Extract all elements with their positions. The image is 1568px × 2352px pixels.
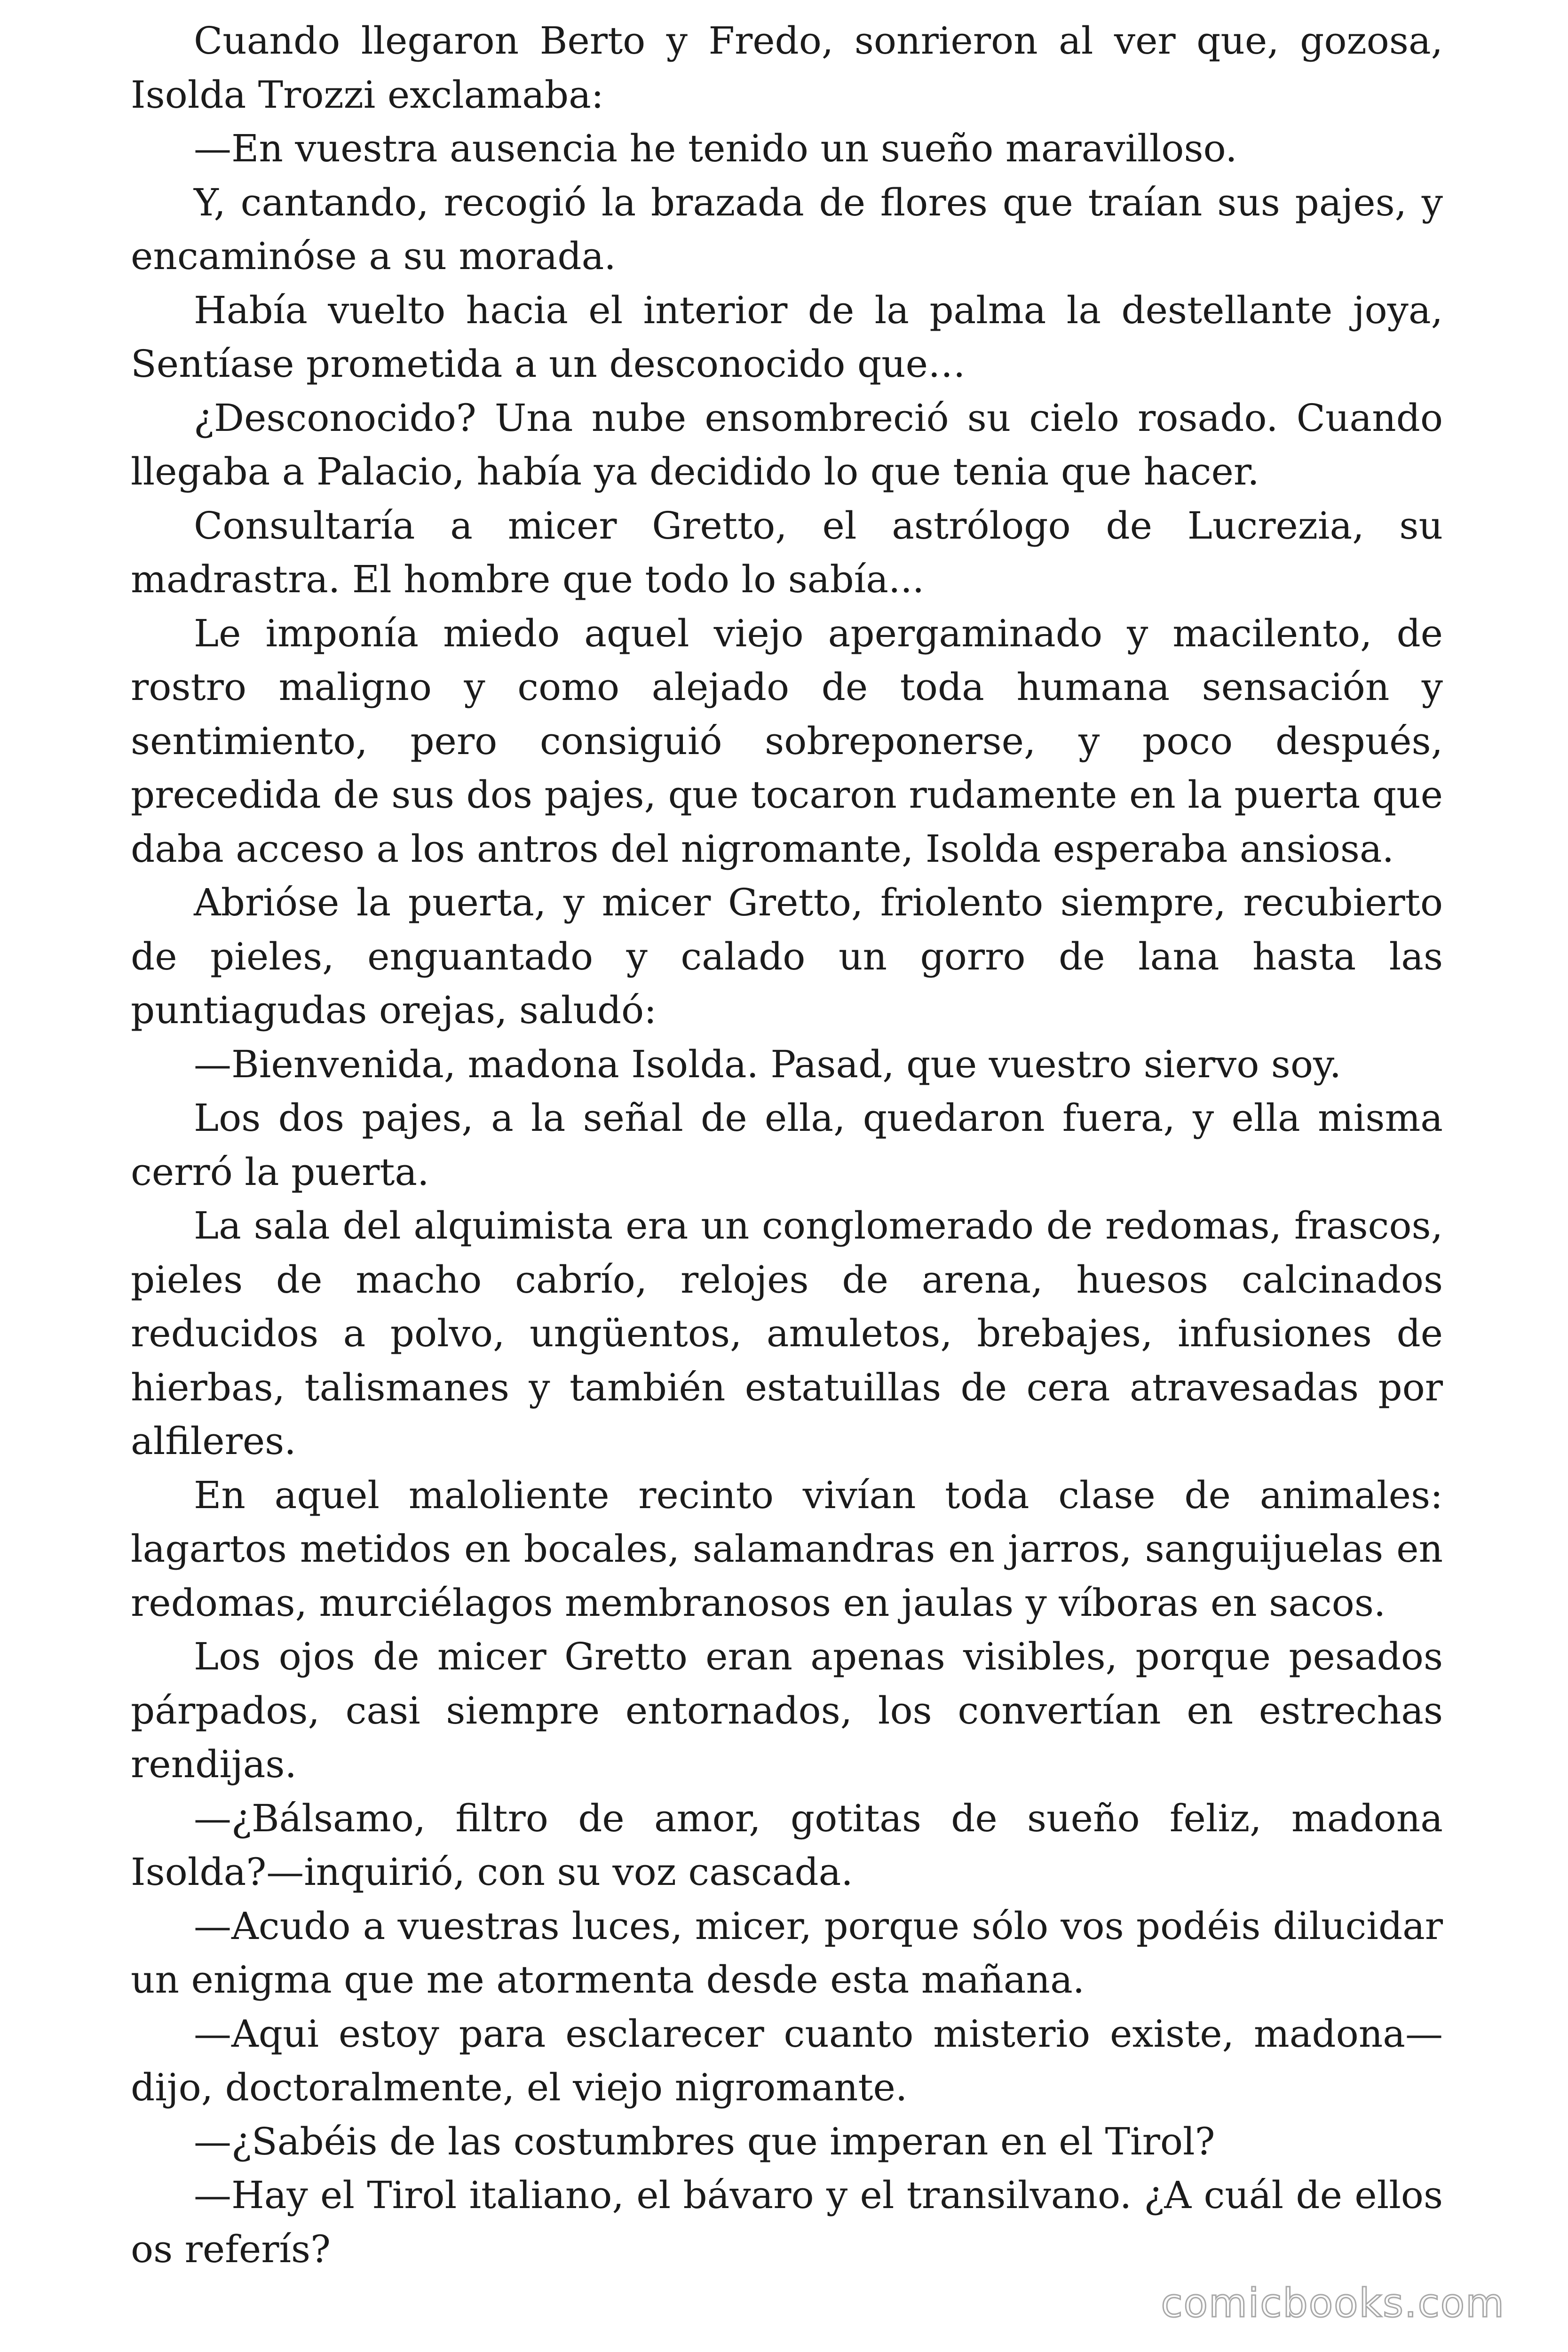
paragraph: Cuando llegaron Berto y Fredo, sonrieron al ver que, gozosa, Isolda Trozzi exclamaba: bbox=[131, 19, 1443, 117]
paragraph: Los dos pajes, a la señal de ella, quedaron fuera, y ella misma cerró la puerta. bbox=[131, 1096, 1443, 1194]
watermark: comicbooks.com bbox=[1161, 2280, 1505, 2326]
paragraph: ¿Desconocido? Una nube ensombreció su cielo rosado. Cuando llegaba a Palacio, había ya decidido lo que tenia que hacer. bbox=[131, 396, 1443, 493]
paragraph: —Hay el Tirol italiano, el bávaro y el transilvano. ¿A cuál de ellos os referís? bbox=[131, 2173, 1443, 2271]
paragraph: —En vuestra ausencia he tenido un sueño maravilloso. bbox=[194, 127, 1237, 170]
paragraph: Consultaría a micer Gretto, el astrólogo de Lucrezia, su madrastra. El hombre que todo lo sabía... bbox=[131, 503, 1443, 601]
paragraph: —Bienvenida, madona Isolda. Pasad, que vuestro siervo soy. bbox=[194, 1042, 1341, 1086]
paragraph: Había vuelto hacia el interior de la palma la destellante joya, Sentíase prometida a un desconocido que… bbox=[131, 288, 1443, 386]
paragraph: —¿Bálsamo, filtro de amor, gotitas de sueño feliz, madona Isolda?—inquirió, con su voz cascada. bbox=[131, 1796, 1443, 1894]
paragraph: —Aqui estoy para esclarecer cuanto misterio existe, madona— dijo, doctoralmente, el viejo nigromante. bbox=[131, 2011, 1443, 2109]
book-page-text bbox=[131, 14, 1443, 2276]
paragraph: Le imponía miedo aquel viejo apergaminado y macilento, de rostro maligno y como alejado de toda humana sensación y sentimiento, pero consiguió sobreponerse, y poco después, precedida de sus dos pajes, que tocaron rudamente en la puerta que daba acceso a los antros del nigromante, Isolda esperaba ansiosa. bbox=[131, 611, 1443, 871]
paragraph: —Acudo a vuestras luces, micer, porque sólo vos podéis dilucidar un enigma que me atormenta desde esta mañana. bbox=[131, 1904, 1443, 2002]
paragraph: Abrióse la puerta, y micer Gretto, friolento siempre, recubierto de pieles, enguantado y calado un gorro de lana hasta las puntiagudas orejas, saludó: bbox=[131, 881, 1443, 1032]
paragraph: —¿Sabéis de las costumbres que imperan en el Tirol? bbox=[194, 2119, 1215, 2163]
paragraph: Los ojos de micer Gretto eran apenas visibles, porque pesados párpados, casi siempre entornados, los convertían en estrechas rendijas. bbox=[131, 1635, 1443, 1786]
paragraph: Y, cantando, recogió la brazada de flores que traían sus pajes, y encaminóse a su morada. bbox=[131, 180, 1443, 278]
paragraph: En aquel maloliente recinto vivían toda clase de animales: lagartos metidos en bocales, salamandras en jarros, sanguijuelas en redomas, murciélagos membranosos en jaulas y víboras en sacos. bbox=[131, 1473, 1443, 1625]
paragraph: La sala del alquimista era un conglomerado de redomas, frascos, pieles de macho cabrío, relojes de arena, huesos calcinados reducidos a polvo, ungüentos, amuletos, brebajes, infusiones de hierbas, talismanes y también estatuillas de cera atravesadas por alfileres. bbox=[131, 1204, 1443, 1463]
